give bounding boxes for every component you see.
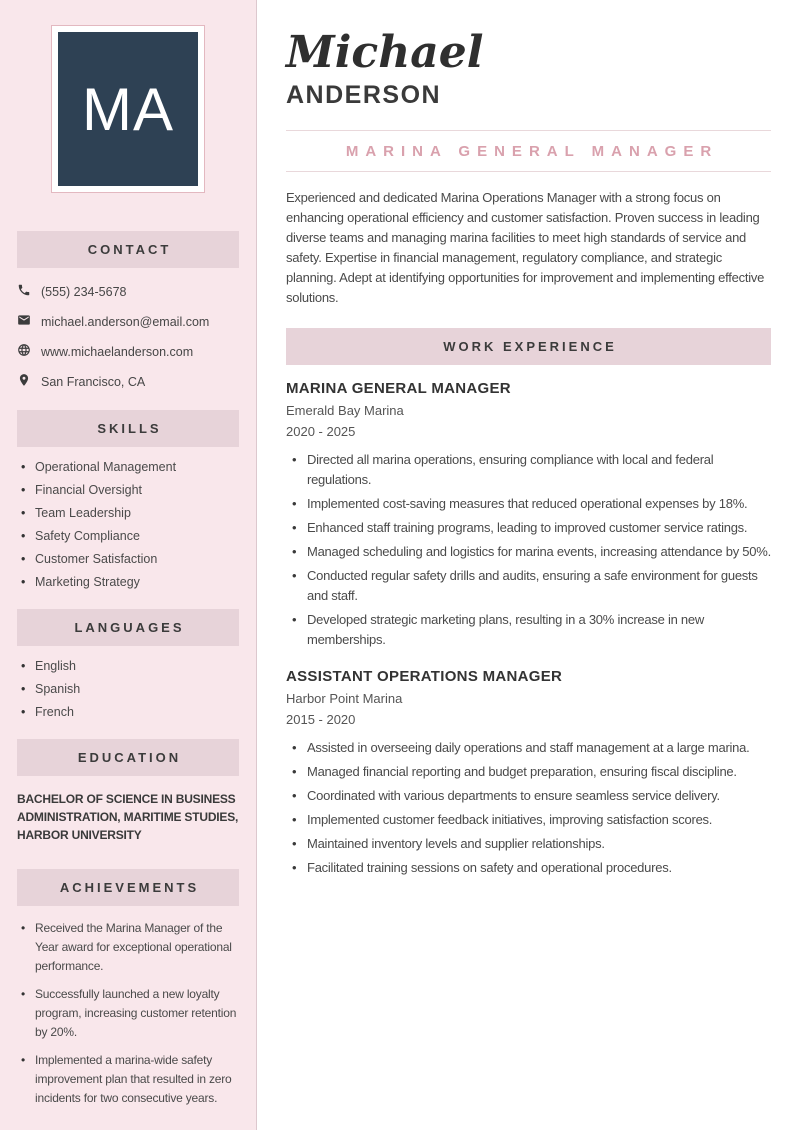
globe-icon <box>17 343 31 360</box>
job-company: Emerald Bay Marina <box>286 402 404 418</box>
languages-list <box>17 659 239 719</box>
job-bullet: • Assisted in overseeing daily operations and staff management at a large marina. <box>292 738 771 758</box>
job-bullet: • Managed scheduling and logistics for marina events, increasing attendance by 50%. <box>292 542 771 562</box>
job-bullet: • Enhanced staff training programs, leading to improved customer service ratings. <box>292 518 771 538</box>
job-bullet: • Maintained inventory levels and supplier relationships. <box>292 834 771 854</box>
divider-line <box>286 171 771 172</box>
achievement-item: • Received the Marina Manager of the Year award for exceptional operational performance. <box>21 919 239 976</box>
monogram-initials: MA <box>58 32 198 186</box>
contact-email-text: michael.anderson@email.com <box>41 314 210 329</box>
page-title-role: MARINA GENERAL MANAGER <box>345 142 719 160</box>
language-item: • French <box>21 705 239 719</box>
job-bullet: • Conducted regular safety drills and audits, ensuring a safe environment for guests and staff. <box>292 566 771 606</box>
language-item: • English <box>21 659 239 673</box>
location-icon <box>17 373 31 390</box>
job-title: ASSISTANT OPERATIONS MANAGER <box>286 667 563 685</box>
skill-item: • Operational Management <box>21 460 239 474</box>
job-bullet: • Managed financial reporting and budget preparation, ensuring fiscal discipline. <box>292 762 771 782</box>
contact-section-title: CONTACT <box>17 231 239 268</box>
job-dates: 2020 - 2025 <box>286 423 356 439</box>
job-bullet-list <box>286 738 771 878</box>
contact-item-website <box>17 343 239 360</box>
achievement-item: • Implemented a marina-wide safety improvement plan that resulted in zero incidents for two consecutive years. <box>21 1051 239 1108</box>
first-name: Michael <box>286 27 484 78</box>
skill-item: • Marketing Strategy <box>21 575 239 589</box>
skills-section-title: SKILLS <box>17 410 239 447</box>
skills-list <box>17 460 239 589</box>
job-title: MARINA GENERAL MANAGER <box>286 379 511 397</box>
job-bullet: • Facilitated training sessions on safety and operational procedures. <box>292 858 771 878</box>
achievement-item: • Successfully launched a new loyalty program, increasing customer retention by 20%. <box>21 985 239 1042</box>
monogram-frame <box>51 25 205 193</box>
job-entry <box>286 668 771 878</box>
skill-item: • Financial Oversight <box>21 483 239 497</box>
achievements-list <box>17 919 239 1108</box>
contact-phone-text: (555) 234-5678 <box>41 284 127 299</box>
profile-summary: Experienced and dedicated Marina Operations Manager with a strong focus on enhancing operational efficiency and customer satisfaction. Proven success in leading diverse teams and managing marina facilities to meet high standards of service and safety. Expertise in financial management, regulatory compliance, and strategic planning. Adept at identifying opportunities for improvement and implementing effective solutions. <box>286 189 765 305</box>
language-item: • Spanish <box>21 682 239 696</box>
job-bullet: • Implemented customer feedback initiatives, improving satisfaction scores. <box>292 810 771 830</box>
contact-item-location <box>17 373 239 390</box>
email-icon <box>17 313 31 330</box>
skill-item: • Safety Compliance <box>21 529 239 543</box>
contact-website-text: www.michaelanderson.com <box>41 344 194 359</box>
contact-item-phone <box>17 283 239 300</box>
achievements-section-title: ACHIEVEMENTS <box>17 869 239 906</box>
phone-icon <box>17 283 31 300</box>
skill-item: • Customer Satisfaction <box>21 552 239 566</box>
contact-location-text: San Francisco, CA <box>41 374 146 389</box>
job-company: Harbor Point Marina <box>286 690 403 706</box>
job-dates: 2015 - 2020 <box>286 711 356 727</box>
skill-item: • Team Leadership <box>21 506 239 520</box>
main-column <box>257 0 800 1130</box>
languages-section-title: LANGUAGES <box>17 609 239 646</box>
education-degree: BACHELOR OF SCIENCE IN BUSINESS ADMINISTRATION, MARITIME STUDIES, HARBOR UNIVERSITY <box>17 792 239 842</box>
job-bullet: • Directed all marina operations, ensuring compliance with local and federal regulations. <box>292 450 771 490</box>
job-bullet: • Implemented cost-saving measures that reduced operational expenses by 18%. <box>292 494 771 514</box>
contact-list <box>17 283 239 390</box>
last-name: ANDERSON <box>286 80 442 109</box>
job-bullet-list <box>286 450 771 650</box>
contact-item-email <box>17 313 239 330</box>
job-entry <box>286 380 771 650</box>
job-bullet: • Developed strategic marketing plans, resulting in a 30% increase in new memberships. <box>292 610 771 650</box>
job-bullet: • Coordinated with various departments to ensure seamless service delivery. <box>292 786 771 806</box>
work-experience-section-title: WORK EXPERIENCE <box>286 328 771 365</box>
education-section-title: EDUCATION <box>17 739 239 776</box>
sidebar <box>0 0 257 1130</box>
